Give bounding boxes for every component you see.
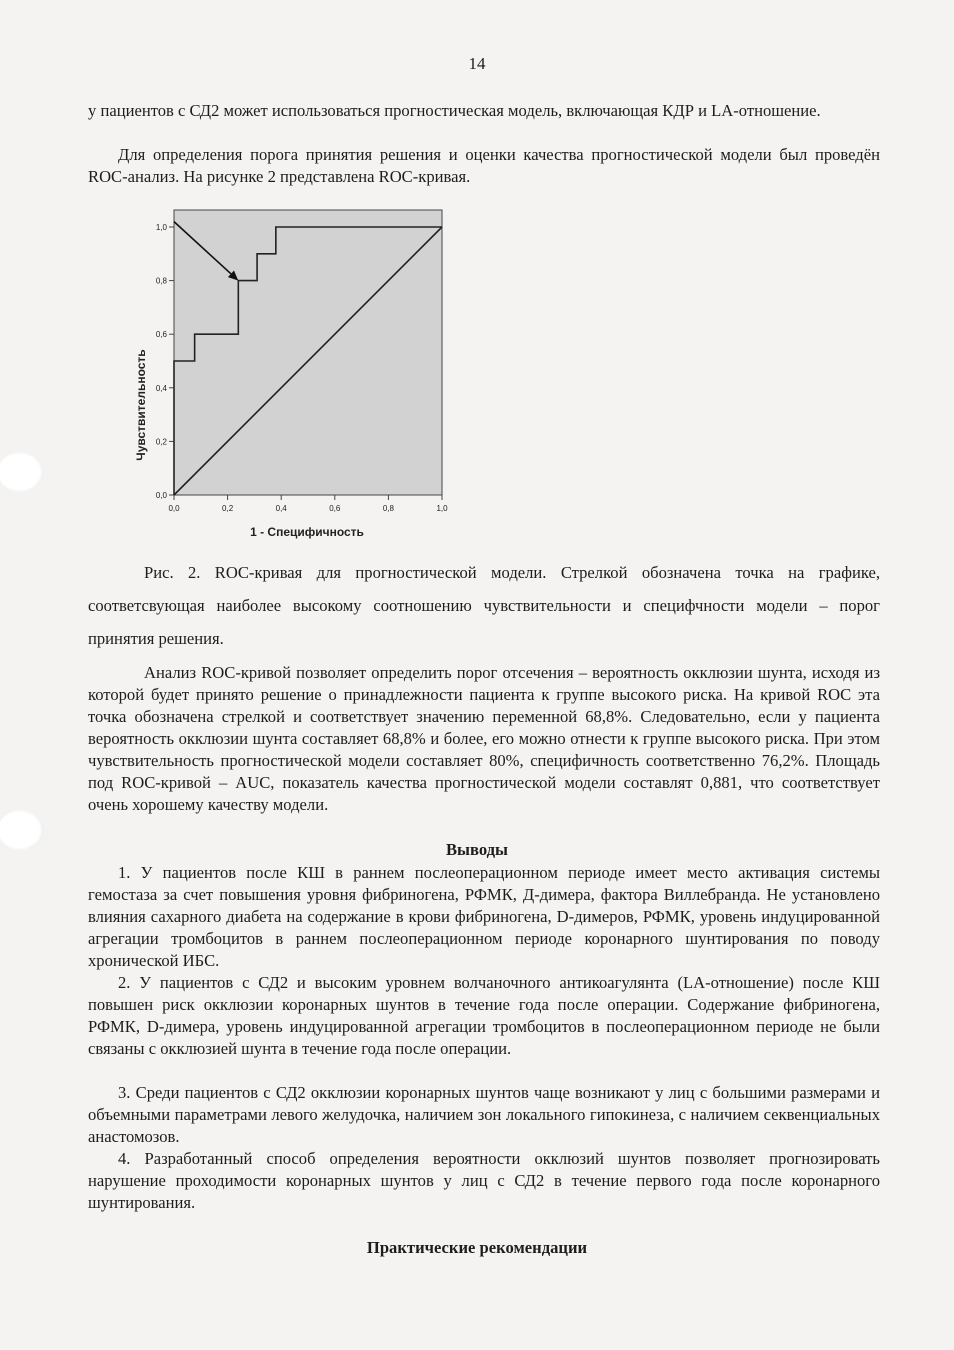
conclusions-heading: Выводы — [445, 840, 509, 859]
x-tick-label: 0,4 — [275, 504, 287, 513]
x-tick-label: 0,0 — [168, 504, 180, 513]
binder-hole-top — [0, 452, 44, 492]
y-tick-label: 1,0 — [155, 223, 167, 232]
page-number: 14 — [468, 54, 486, 73]
y-axis — [156, 223, 174, 500]
y-tick-label: 0,8 — [155, 276, 167, 286]
x-tick-label: 0,8 — [382, 504, 394, 513]
conclusion-item-3: 3. Среди пациентов с СД2 окклюзии коронарных шунтов чаще возникают у лиц с большими размерами и объемными параметрами левого желудочка, наличием зон локального гипокинеза, с наличием секвенциальных анастомозов. — [88, 1083, 880, 1146]
x-axis — [168, 495, 448, 513]
conclusion-item-1: 1. У пациентов после КШ в раннем послеоперационном периоде имеет место активация системы гемостаза за счет повышения уровня фибриногена, РФМК, Д-димера, фактора Виллебранда. Не установлено влияния сахарного диабета на содержание в крови фибриногена, D-димеров, РФМК, уровень индуцированной агрегации тромбоцитов в раннем послеоперационном периоде коронарного шунтирования по поводу хронической ИБС. — [88, 863, 880, 970]
x-axis-label: 1 - Специфичность — [250, 525, 364, 539]
analysis-paragraph: Анализ ROC-кривой позволяет определить порог отсечения – вероятность окклюзии шунта, исходя из которой будет принято решение о принадлежности пациента к группе высокого риска. На кривой ROC эта точка обозначена стрелкой и соответствует значению переменной 68,8%. Следовательно, если у пациента вероятность окклюзии шунта составляет 68,8% и более, его можно отнести к группе высокого риска. При этом чувствительность прогностической модели составляет 80%, специфичность соответственно 76,2%. Площадь под ROC-кривой – AUC, показатель качества прогностической модели составлят 0,881, что соответствует очень хорошему качеству модели. — [88, 663, 880, 814]
plot-area — [174, 210, 442, 495]
conclusion-item-2: 2. У пациентов с СД2 и высоким уровнем волчаночного антикоагулянта (LA-отношение) после КШ повышен риск окклюзии коронарных шунтов в течение года после операции. Содержание фибриногена, РФМК, D-димера, уровень индуцированной агрегации тромбоцитов в послеоперационном периоде не были связаны с окклюзией шунта в течение года после операции. — [88, 973, 880, 1058]
y-tick-label: 0,0 — [155, 491, 167, 500]
x-tick-label: 1,0 — [436, 504, 448, 513]
roc-chart — [120, 200, 460, 545]
intro-paragraph: у пациентов с СД2 может использоваться прогностическая модель, включающая КДР и LA-отношение. — [88, 101, 821, 120]
x-tick-label: 0,6 — [329, 504, 341, 513]
y-axis-label: Чувствительность — [134, 349, 148, 461]
x-tick-label: 0,2 — [222, 504, 234, 513]
recommendations-heading: Практические рекомендации — [366, 1238, 588, 1257]
y-tick-label: 0,6 — [155, 330, 167, 340]
y-tick-label: 0,2 — [155, 437, 167, 447]
roc-paragraph: Для определения порога принятия решения и оценки качества прогностической модели был проведён ROC-анализ. На рисунке 2 представлена ROC-кривая. — [88, 145, 880, 186]
conclusion-item-4: 4. Разработанный способ определения вероятности окклюзий шунтов позволяет прогнозировать нарушение проходимости коронарных шунтов у лиц с СД2 в течение первого года после коронарного шунтирования. — [88, 1149, 880, 1212]
y-tick-label: 0,4 — [155, 383, 167, 393]
figure-caption: Рис. 2. ROC-кривая для прогностической модели. Стрелкой обозначена точка на графике, соответсвующая наиболее высокому соотношению чувствительности и специфчности модели – порог принятия решения. — [88, 563, 880, 648]
